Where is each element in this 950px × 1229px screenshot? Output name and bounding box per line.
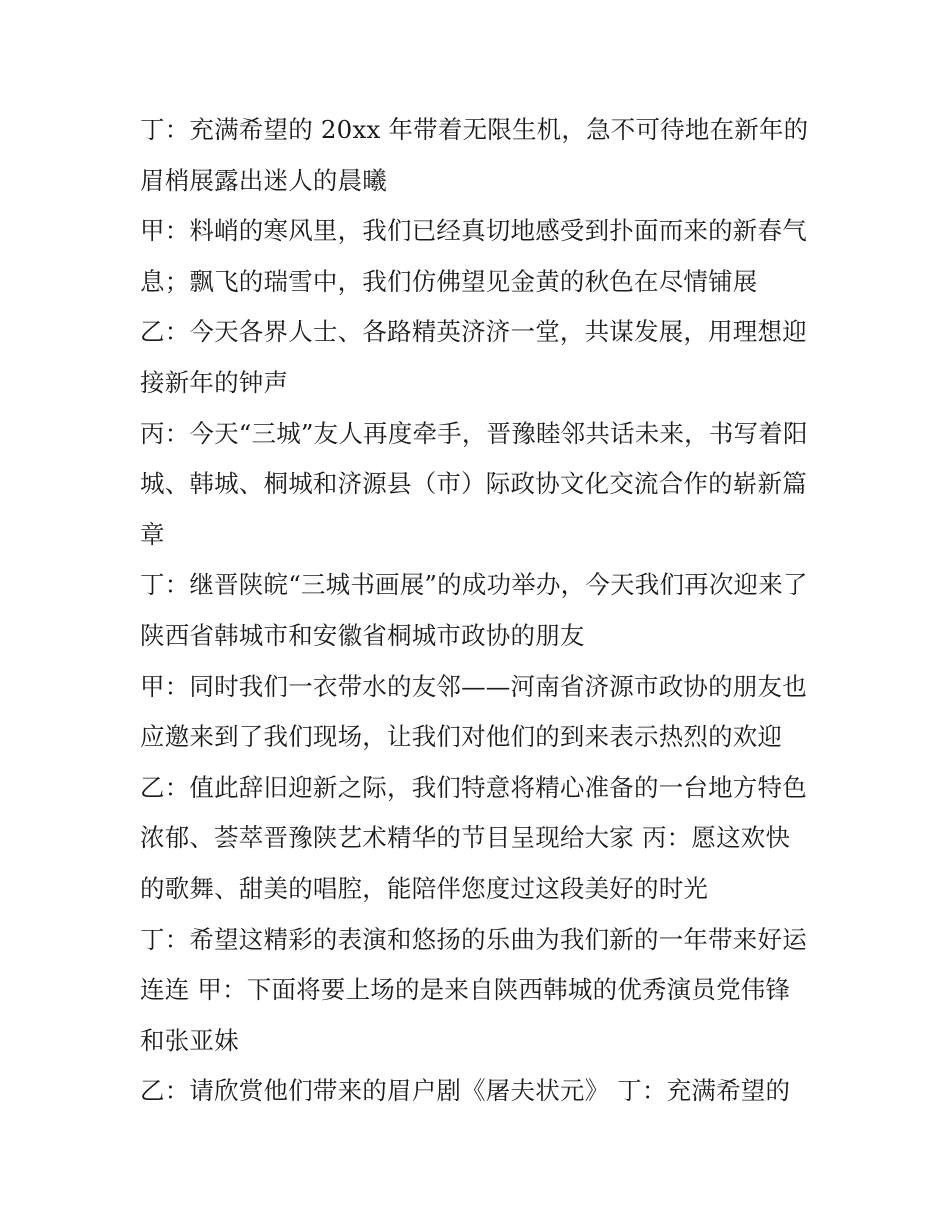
text-line: 接新年的钟声 (140, 367, 289, 397)
text-line: 浓郁、荟萃晋豫陕艺术精华的节目呈现给大家 丙：愿这欢快 (140, 823, 791, 853)
text-line: 乙：今天各界人士、各路精英济济一堂，共谋发展，用理想迎 (140, 317, 807, 347)
text-line: 和张亚妹 (140, 1025, 239, 1055)
text-line: 息；飘飞的瑞雪中，我们仿佛望见金黄的秋色在尽情铺展 (140, 266, 758, 296)
text-line: 陕西省韩城市和安徽省桐城市政协的朋友 (140, 620, 585, 650)
text-line: 的歌舞、甜美的唱腔，能陪伴您度过这段美好的时光 (140, 873, 709, 903)
text-line: 丙：今天“三城”友人再度牵手，晋豫睦邻共话未来，书写着阳 (140, 418, 808, 448)
text-line: 应邀来到了我们现场，让我们对他们的到来表示热烈的欢迎 (140, 722, 783, 752)
text-line: 乙：值此辞旧迎新之际，我们特意将精心准备的一台地方特色 (140, 772, 807, 802)
document-body (140, 105, 830, 1117)
text-line: 丁：希望这精彩的表演和悠扬的乐曲为我们新的一年带来好运 (140, 924, 807, 954)
text-line: 连连 甲：下面将要上场的是来自陕西韩城的优秀演员党伟锋 (140, 975, 791, 1005)
text-line: 章 (140, 519, 165, 549)
text-line: 眉梢展露出迷人的晨曦 (140, 165, 387, 195)
text-line: 甲：同时我们一衣带水的友邻——河南省济源市政协的朋友也 (140, 671, 807, 701)
text-line: 乙：请欣赏他们带来的眉户剧《屠夫状元》 丁：充满希望的 (140, 1076, 791, 1106)
text-line: 城、韩城、桐城和济源县（市）际政协文化交流合作的崭新篇 (140, 469, 807, 499)
text-line: 甲：料峭的寒风里，我们已经真切地感受到扑面而来的新春气 (140, 216, 807, 246)
text-line: 丁：继晋陕皖“三城书画展”的成功举办，今天我们再次迎来了 (140, 570, 808, 600)
text-line: 丁：充满希望的 20xx 年带着无限生机，急不可待地在新年的 (140, 115, 809, 144)
